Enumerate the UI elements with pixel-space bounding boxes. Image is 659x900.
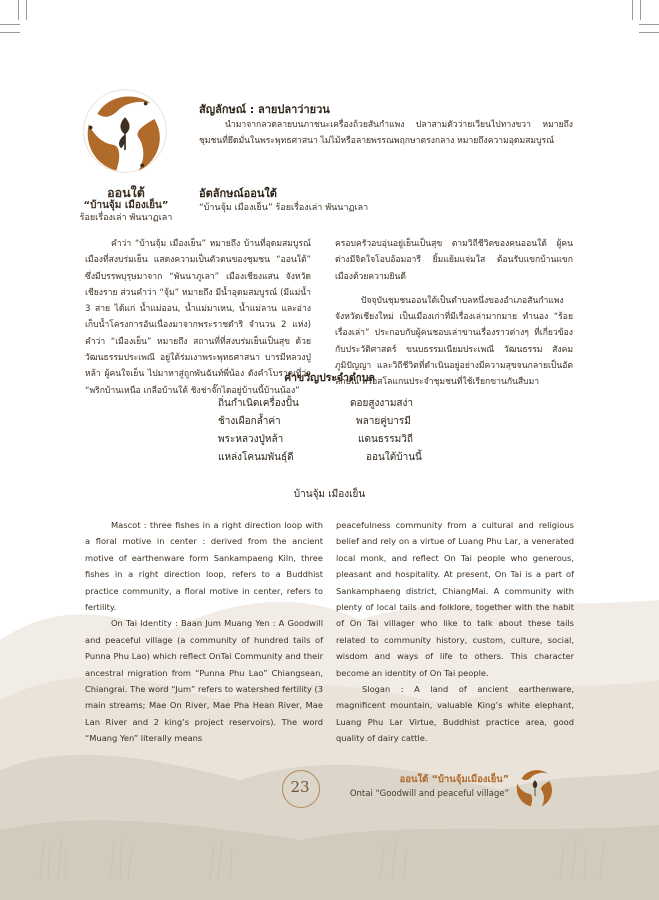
english-column-left	[85, 517, 323, 747]
mascot-text	[199, 117, 573, 149]
thai-paragraph: ปัจจุบันชุมชนออนใต้เป็นตำบลหนึ่งของอำเภอสันกำแพงจังหวัดเชียงใหม่ เป็นเมืองเก่าที่มีเรื่องเล่ามากมาย ทำนอง “ร้อยเรื่องเล่า” ประกอบกับผู้คนชอบเล่าขานเรื่องราวต่างๆ ที่เกี่ยวข้องกับประวัติศาสตร์ ขนบธรรมเนียมประเพณี วัฒนธรรม สังคม ภูมิปัญญา และวิถีชีวิตที่ดำเนินอยู่อย่างมีความสุขจนกลายเป็นอัตลักษณ์ หรือสโลแกนประจำชุมชนที่ใช้เรียกขานกันสืบมา	[335, 295, 573, 388]
english-slogan-paragraph: Slogan : A land of ancient earthenware, magnificent mountain, valuable King’s white elephant, Luang Phu Lar Virtue, Buddhist practice area, good quality of dairy cattle.	[336, 684, 574, 744]
slogan-left-line: ถิ่นกำเนิดเครื่องปั้น	[218, 398, 299, 409]
slogan-left-line: แหล่งโคนมพันธุ์ดี	[218, 452, 294, 463]
footer-title-english: Ontai “Goodwill and peaceful village”	[349, 789, 509, 799]
english-right-paragraph: peacefulness community from a cultural and religious belief and rely on a virtue of Luang Phu Lar, a venerated local monk, and reflect On Tai people who generous, pleasant and hospitality. At present, On Tai is a part of Sankamphaeng district, ChiangMai. A community with plenty of local tails and folklore, together with the habit of On Tai villager who like to talk about these tails related to community history, custom, culture, social, wisdom and ways of life to others. This character become an identity of On Tai people.	[336, 520, 574, 678]
page-number: 23	[290, 778, 310, 796]
slogan-left-line: พระหลวงปู่หล้า	[218, 434, 284, 445]
three-fish-logo	[82, 88, 168, 174]
footer-title-thai: ออนใต้ “บ้านจุ้มเมืองเย็น”	[399, 774, 509, 785]
slogan-right-line: พลายคู่บารมี	[356, 416, 411, 427]
slogan-title: คำขวัญประจำตำบล	[284, 372, 375, 384]
identity-text: “บ้านจุ้ม เมืองเย็น” ร้อยเรื่องเล่า พันนาฏเลา	[199, 203, 369, 213]
logo-credit: ร้อยเรื่องเล่า พันนาฏเลา	[79, 213, 173, 223]
three-fish-logo-small	[514, 766, 556, 808]
slogan-left-line: ช้างเผือกล้ำค่า	[218, 416, 281, 427]
slogan-right-line: ออนใต้บ้านนี้	[366, 452, 422, 463]
english-column-right	[336, 517, 574, 747]
identity-heading: อัตลักษณ์ออนใต้	[199, 187, 277, 200]
slogan-right-line: แดนธรรมวิถี	[358, 434, 413, 445]
thai-paragraph: ครอบครัวอบอุ่นอยู่เย็นเป็นสุข ตามวิถีชีวิตของคนออนใต้ ผู้คนต่างมีจิตใจโอบอ้อมอารี ยิ้มแย้มแจ่มใส ต้อนรับแขกบ้านแขกเมืองด้วยความยินดี	[335, 239, 573, 282]
slogan-right-line: ดอยสูงงามสง่า	[350, 398, 414, 409]
logo-title: ออนใต้	[107, 185, 145, 200]
mascot-paragraph: นำมาจากลวดลายบนภาชนะเครื่องถ้วยสันกำแพง ปลาสามตัวว่ายเวียนไปทางขวา หมายถึงชุมชนที่ยึดมั่นในพระพุทธศาสนา ไม่ไม้หรือลายพรรณพฤกษาตรงกลาง หมายถึงความอุดมสมบูรณ์	[199, 120, 573, 147]
english-identity-paragraph: On Tai Identity : Baan Jum Muang Yen : A Goodwill and peaceful village (a community of hundred tails of Punna Phu Lao) which reflect OnTai Community and their ancestral migration from “Punna Phu Lao” Chiangsean, Chiangrai. The word “Jum” refers to watershed fertility (3 main streams; Mae On River, Mae Pha Hean River, Mae Lan River and 2 king’s project reservoirs). The word “Muang Yen” literally means	[85, 618, 323, 744]
mascot-heading: สัญลักษณ์ : ลายปลาว่ายวน	[199, 103, 330, 116]
slogan-center-line: บ้านจุ้ม เมืองเย็น	[293, 489, 366, 500]
logo-subtitle: “บ้านจุ้ม เมืองเย็น”	[83, 200, 169, 211]
english-mascot-paragraph: Mascot : three fishes in a right direction loop with a floral motive in center : derived from the ancient motive of earthenware form Sankampaeng Kiln, three fishes in a right direction loop, refers to a Buddhist practice community, a floral motive in center, refers to fertility.	[85, 520, 323, 613]
thai-column-right	[335, 236, 573, 391]
thai-paragraph: คำว่า “บ้านจุ้ม เมืองเย็น” หมายถึง บ้านที่อุดมสมบูรณ์ เมืองที่สงบร่มเย็น แสดงความเป็นตัวตนของชุมชน “ออนใต้” ซึ่งมีบรรพบุรุษมาจาก “พันนาภูเลา” เมืองเชียงแสน จังหวัดเชียงราย ส่วนคำว่า “จุ้ม” หมายถึง มีน้ำอุดมสมบูรณ์ (มีแม่น้ำ 3 สาย ได้แก่ น้ำแม่ออน, น้ำแม่มาเหน, น้ำแม่ลาน และอ่างเก็บน้ำโครงการอันเนื่องมาจากพระราชดำริ จำนวน 2 แห่ง) คำว่า “เมืองเย็น” หมายถึง สถานที่ที่สงบร่มเย็นเป็นสุข ด้วยวัฒนธรรมประเพณี อยู่ใต้ร่มเงาพระพุทธศาสนา บารมีหลวงปู่หล้า ผู้คนใจเย็น ไปมาหาสู่ถูกพันฉันท์พี่น้อง ดังคำโบราณที่ว่า “พริกบ้านเหนือ เกลือบ้านใต้ ชิงช่าจั๊กไดอยู่บ้านนี้บ้านน้อง”	[85, 239, 311, 396]
